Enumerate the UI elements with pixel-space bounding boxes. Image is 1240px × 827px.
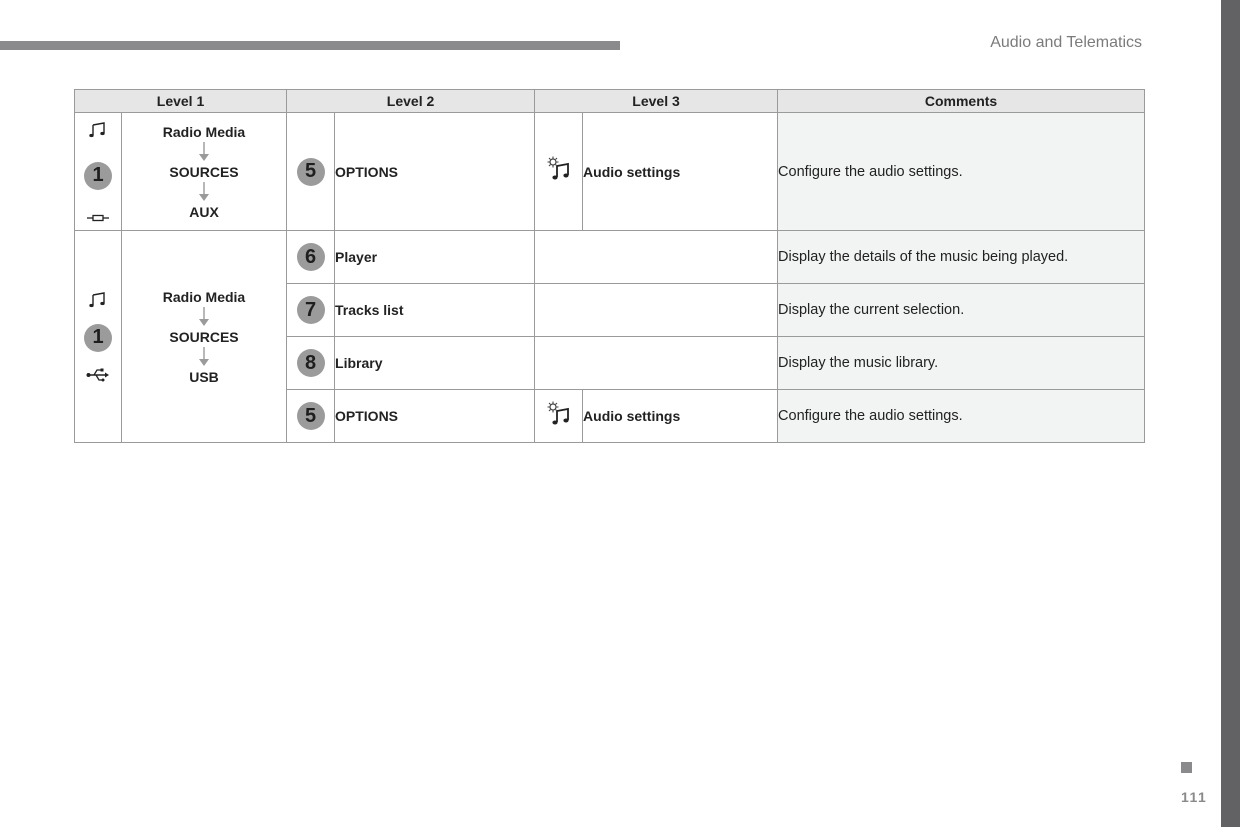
header-level1: Level 1 [75, 90, 287, 113]
path-radio-media: Radio Media [162, 288, 246, 305]
comment-cell: Configure the audio settings. [778, 113, 1145, 231]
step-badge: 6 [297, 243, 325, 271]
path-aux: AUX [189, 203, 219, 220]
level2-label: Tracks list [335, 284, 535, 337]
step-badge: 1 [84, 162, 112, 190]
header-row [75, 90, 1145, 113]
audio-settings-icon [546, 401, 572, 427]
aux-jack-icon [87, 214, 109, 222]
comment-cell: Display the music library. [778, 337, 1145, 390]
arrow-down-icon [198, 182, 210, 202]
step-badge: 1 [84, 324, 112, 352]
level3-empty [535, 284, 778, 337]
page-number: 111 [1181, 789, 1208, 805]
page-marker [1181, 762, 1192, 773]
level2-label: Library [335, 337, 535, 390]
step-badge: 7 [297, 296, 325, 324]
music-note-icon [89, 122, 107, 138]
audio-settings-icon [546, 156, 572, 182]
level1-path [122, 231, 287, 443]
level3-empty [535, 337, 778, 390]
comment-cell: Display the current selection. [778, 284, 1145, 337]
level1-icons [75, 113, 122, 231]
section-title: Audio and Telematics [990, 34, 1142, 51]
table-row [75, 231, 1145, 284]
arrow-down-icon [198, 347, 210, 367]
step-badge: 8 [297, 349, 325, 377]
comment-cell: Configure the audio settings. [778, 390, 1145, 443]
path-sources: SOURCES [169, 163, 239, 180]
header-level3: Level 3 [535, 90, 778, 113]
level3-empty [535, 231, 778, 284]
level2-label: OPTIONS [335, 390, 535, 443]
path-sources: SOURCES [169, 328, 239, 345]
level1-path [122, 113, 287, 231]
header-level2: Level 2 [287, 90, 535, 113]
path-usb: USB [189, 368, 219, 385]
level2-label: Player [335, 231, 535, 284]
music-note-icon [89, 292, 107, 308]
arrow-down-icon [198, 307, 210, 327]
header-comments: Comments [778, 90, 1145, 113]
level3-label: Audio settings [583, 113, 778, 231]
level1-icons [75, 231, 122, 443]
side-edge-bar [1221, 0, 1240, 827]
comment-cell: Display the details of the music being played. [778, 231, 1145, 284]
arrow-down-icon [198, 142, 210, 162]
path-radio-media: Radio Media [162, 123, 246, 140]
menu-table [74, 89, 1145, 443]
top-accent-bar [0, 41, 620, 50]
step-badge: 5 [297, 402, 325, 430]
step-badge: 5 [297, 158, 325, 186]
usb-icon [86, 368, 110, 382]
table-row [75, 113, 1145, 231]
level3-label: Audio settings [583, 390, 778, 443]
level2-label: OPTIONS [335, 113, 535, 231]
